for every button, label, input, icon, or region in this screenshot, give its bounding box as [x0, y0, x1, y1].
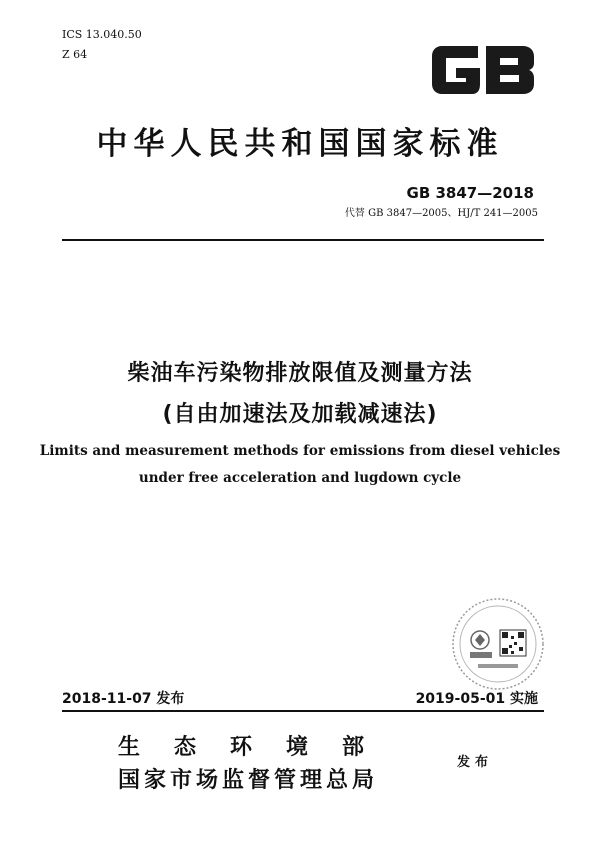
title-english-line2: under free acceleration and lugdown cycle: [138, 470, 462, 486]
gb-logo: [428, 40, 538, 100]
title-english-line1: Limits and measurement methods for emissions from diesel vehicles: [39, 443, 561, 459]
top-divider: [62, 239, 544, 241]
implementation-date: 2019-05-01 实施: [415, 691, 538, 707]
classification-code: Z 64: [62, 48, 88, 61]
issuer-administration: 国家市场监督管理总局: [118, 767, 379, 793]
bottom-divider: [62, 710, 544, 712]
standard-number: GB 3847—2018: [406, 184, 534, 202]
anti-counterfeit-stamp: [450, 596, 546, 692]
ics-code: ICS 13.040.50: [62, 28, 142, 41]
title-chinese-line1: 柴油车污染物排放限值及测量方法: [127, 361, 473, 386]
replaces-note: 代替 GB 3847—2005、HJ/T 241—2005: [344, 208, 538, 219]
publish-label: 发布: [457, 755, 494, 770]
issuer-ministry: 生态环境部: [118, 734, 399, 760]
national-standard-title: 中华人民共和国国家标准: [96, 126, 504, 162]
title-chinese-line2: (自由加速法及加载减速法): [162, 402, 438, 427]
issue-date: 2018-11-07 发布: [62, 691, 185, 707]
